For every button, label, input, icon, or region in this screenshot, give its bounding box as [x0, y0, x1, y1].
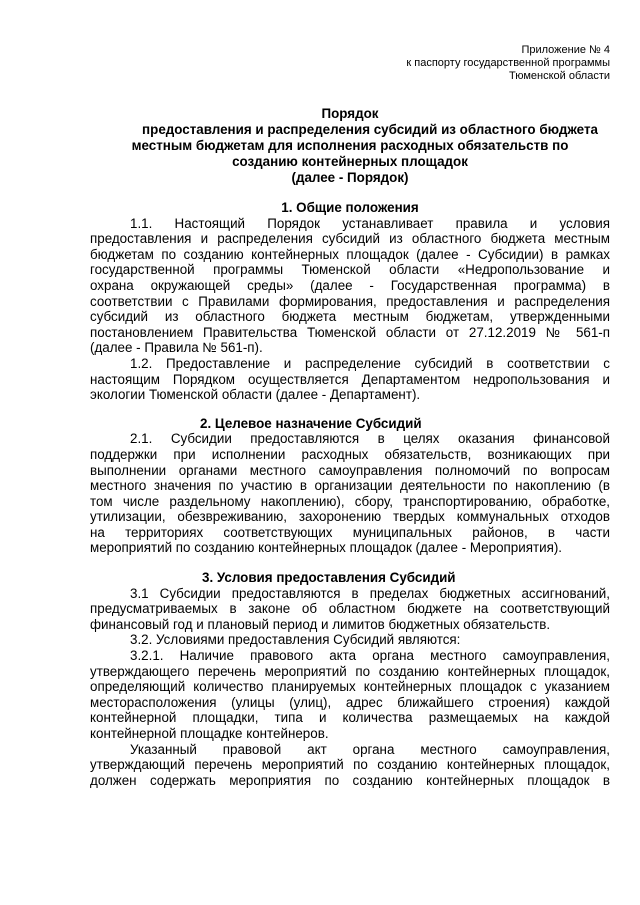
text-line: экологии Тюменской области (далее - Департамент). — [90, 387, 421, 403]
paragraph-3-1 — [90, 586, 610, 633]
text-line: 1.1. Настоящий Порядок устанавливает правила и условия — [130, 215, 610, 231]
section-heading-1: 1. Общие положения — [281, 200, 419, 215]
text-line: контейнерной площадке контейнеров. — [90, 726, 329, 741]
text-line: на территориях соответствующих муниципальных районов, в части — [90, 524, 610, 540]
annex-line-3: Тюменской области — [508, 70, 610, 82]
document-title — [90, 106, 610, 186]
text-line: постановлением Правительства Тюменской области от 27.12.2019 № 561-п — [90, 324, 610, 340]
paragraph-3-2 — [90, 632, 610, 648]
annex-line-1: Приложение № 4 — [521, 44, 610, 56]
text-line: определяющий количество планируемых контейнерных площадок с указанием — [90, 679, 610, 695]
paragraph-2-1 — [90, 431, 610, 556]
text-line: соответствии с Правилами формирования, предоставления и распределения — [90, 293, 610, 309]
text-line: бюджетам по созданию контейнерных площадок (далее - Субсидии) в рамках — [90, 246, 610, 262]
text-line: должен содержать мероприятия по созданию контейнерных площадок в — [90, 772, 610, 788]
text-line: охрана окружающей среды» (далее - Государственная программа) в — [90, 277, 610, 293]
text-line: 3.1 Субсидии предоставляются в пределах бюджетных ассигнований, — [130, 585, 610, 601]
text-line: Указанный правовой акт органа местного самоуправления, — [130, 741, 610, 757]
text-line: государственной программы Тюменской области «Недропользование и — [90, 262, 610, 278]
text-line: субсидий из областного бюджета местным бюджетам, утвержденными — [90, 309, 610, 325]
text-line: (далее - Правила № 561-п). — [90, 340, 263, 356]
document-page — [90, 0, 610, 905]
text-line: финансовый год и плановый период и лимитов бюджетных обязательств. — [90, 616, 551, 632]
paragraph-1-1 — [90, 216, 610, 356]
text-line: предусматриваемых в законе об областном бюджете на соответствующий — [90, 601, 610, 617]
text-line: 3.2. Условиями предоставления Субсидий являются: — [130, 632, 461, 648]
text-line: 2.1. Субсидии предоставляются в целях оказания финансовой — [130, 431, 610, 447]
text-line: 1.2. Предоставление и распределение субсидий в соответствии с — [130, 355, 610, 371]
text-line: предоставления и распределения субсидий из областного бюджета местным — [90, 231, 610, 247]
title-line-2: предоставления и распределения субсидий из областного бюджета — [142, 122, 598, 137]
annex-header — [310, 44, 610, 83]
text-line: месторасположения (улицы (улиц), адрес ближайшего строения) каждой — [90, 694, 610, 710]
text-line: контейнерной площадки, типа и количества размещаемых на каждой — [90, 710, 610, 726]
text-line: 3.2.1. Наличие правового акта органа местного самоуправления, — [130, 648, 610, 664]
text-line: утверждающего перечень мероприятий по созданию контейнерных площадок, — [90, 663, 610, 679]
title-line-5: (далее - Порядок) — [291, 170, 409, 185]
text-line: поддержки при исполнении расходных обязательств, возникающих при — [90, 446, 610, 462]
annex-line-2: к паспорту государственной программы — [406, 57, 610, 69]
text-line: выполнении органами местного самоуправления полномочий по вопросам — [90, 462, 610, 478]
title-line-4: созданию контейнерных площадок — [232, 154, 468, 169]
text-line: утилизации, обезвреживанию, захоронению твердых коммунальных отходов — [90, 509, 610, 525]
paragraph-3-2-1 — [90, 648, 610, 742]
document-body — [90, 200, 610, 788]
section-heading-3: 3. Условия предоставления Субсидий — [202, 570, 456, 586]
text-line: мероприятий по созданию контейнерных площадок (далее - Мероприятия). — [90, 540, 562, 556]
text-line: утверждающий перечень мероприятий по созданию контейнерных площадок, — [90, 757, 610, 773]
text-line: настоящим Порядком осуществляется Департаментом недропользования и — [90, 371, 610, 387]
title-line-3: местным бюджетам для исполнения расходных обязательств по — [131, 138, 569, 153]
text-line: местного значения по участию в организации деятельности по накоплению (в — [90, 478, 610, 494]
section-heading-2: 2. Целевое назначение Субсидий — [200, 415, 422, 431]
paragraph-1-2 — [90, 356, 610, 403]
text-line: том числе раздельному накоплению), сбору, транспортированию, обработке, — [90, 493, 610, 509]
title-line-1: Порядок — [321, 106, 379, 121]
paragraph-3-2-1-cont — [90, 742, 610, 789]
